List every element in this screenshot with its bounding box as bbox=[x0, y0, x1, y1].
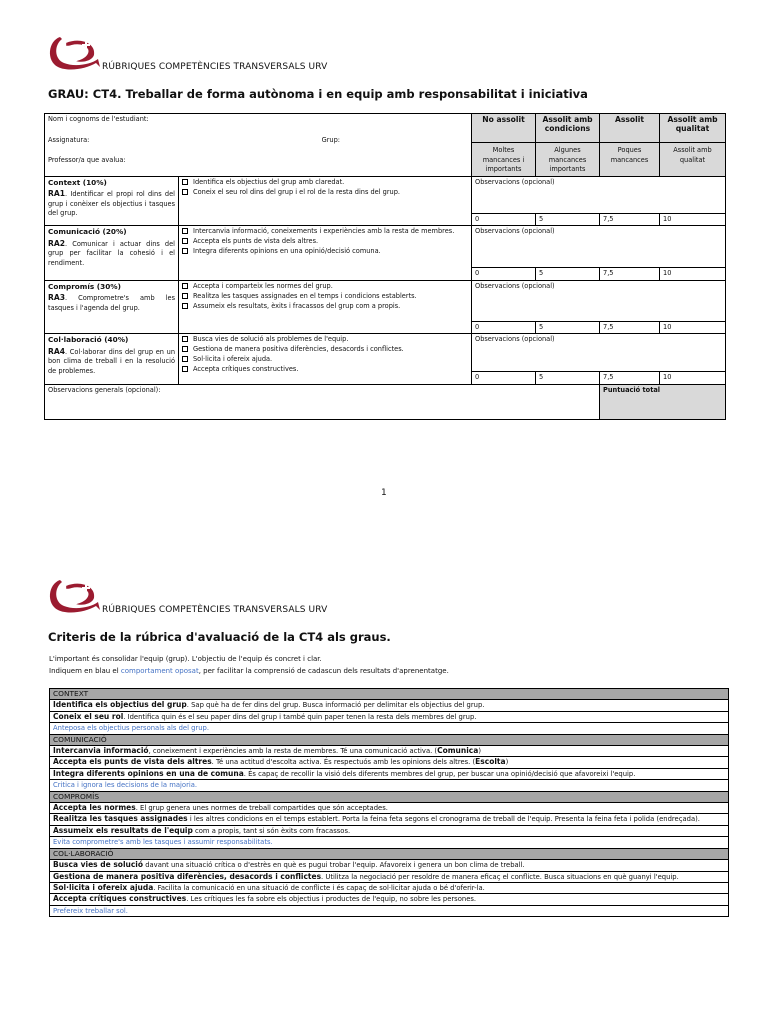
checkbox-icon[interactable] bbox=[182, 346, 188, 352]
competence-title: Context (10%) bbox=[48, 177, 107, 187]
level-header-assolit: Assolit bbox=[600, 114, 660, 143]
section-header-comunicacio: COMUNICACIÓ bbox=[50, 734, 729, 745]
checkbox-icon[interactable] bbox=[182, 366, 188, 372]
ra-id: RA3 bbox=[48, 293, 66, 303]
score-cell[interactable]: 7,5 bbox=[600, 213, 660, 226]
level-desc-no-assolit: Moltes mancances i importants bbox=[472, 143, 536, 177]
level-desc-assolit: Poques mancances bbox=[600, 143, 660, 177]
ra-text: . Col·laborar dins del grup en un bon clima de treball i en la resolució de problemes. bbox=[48, 347, 175, 375]
checkbox-icon[interactable] bbox=[182, 238, 188, 244]
level-header-no-assolit: No assolit bbox=[472, 114, 536, 143]
checkbox-icon[interactable] bbox=[182, 189, 188, 195]
score-cell[interactable]: 0 bbox=[472, 321, 536, 334]
score-cell[interactable]: 10 bbox=[660, 321, 726, 334]
competence-title: Col·laboració (40%) bbox=[48, 335, 129, 345]
intro-line-1: L'important és consolidar l'equip (grup). L'objectiu de l'equip és concret i clar. bbox=[49, 655, 322, 663]
criterion-row: Assumeix els resultats de l'equip com a propis, tant si són èxits com fracassos. bbox=[50, 825, 729, 836]
opposite-behaviour-row: Anteposa els objectius personals als del grup. bbox=[50, 723, 729, 734]
score-cell[interactable]: 0 bbox=[472, 372, 536, 385]
criterion-row: Accepta els punts de vista dels altres. Té una actitud d'escolta activa. És respectuós amb les opinions dels altres. (Escolta) bbox=[50, 757, 729, 768]
checkbox-icon[interactable] bbox=[182, 228, 188, 234]
criteria-table bbox=[49, 688, 729, 917]
urv-logo bbox=[46, 33, 102, 73]
indicator-item[interactable]: Assumeix els resultats, èxits i fracassos del grup com a propis. bbox=[182, 302, 468, 312]
page-number: 1 bbox=[381, 488, 387, 498]
score-cell[interactable]: 0 bbox=[472, 268, 536, 281]
observations-field[interactable]: Observacions (opcional) bbox=[472, 280, 726, 321]
indicator-item[interactable]: Accepta els punts de vista dels altres. bbox=[182, 237, 468, 247]
ra-id: RA2 bbox=[48, 238, 66, 248]
indicator-item[interactable]: Identifica els objectius del grup amb claredat. bbox=[182, 178, 468, 188]
total-score-cell[interactable]: Puntuació total bbox=[600, 384, 726, 419]
competence-title: Comunicació (20%) bbox=[48, 227, 127, 237]
competence-comunicacio bbox=[45, 226, 179, 281]
rubric-table bbox=[44, 113, 726, 420]
indicators-compromis bbox=[179, 280, 472, 334]
criterion-row: Intercanvia informació, coneixement i experiències amb la resta de membres. Té una comunicació activa. (Comunica) bbox=[50, 746, 729, 757]
criterion-row: Identifica els objectius del grup. Sap què ha de fer dins del grup. Busca informació per delimitar els objectius del grup. bbox=[50, 700, 729, 711]
indicators-col-laboracio bbox=[179, 334, 472, 385]
criteria-title: Criteris de la rúbrica d'avaluació de la CT4 als graus. bbox=[48, 630, 391, 644]
observations-field[interactable]: Observacions (opcional) bbox=[472, 226, 726, 268]
ra-id: RA1 bbox=[48, 189, 66, 199]
checkbox-icon[interactable] bbox=[182, 248, 188, 254]
indicator-item[interactable]: Coneix el seu rol dins del grup i el rol de la resta dins del grup. bbox=[182, 188, 468, 198]
level-desc-assolit-qualitat: Assolit amb qualitat bbox=[660, 143, 726, 177]
observations-field[interactable]: Observacions (opcional) bbox=[472, 176, 726, 213]
urv-logo bbox=[46, 576, 102, 616]
student-name-label: Nom i cognoms de l'estudiant: bbox=[48, 115, 149, 123]
ra-text: . Comunicar i actuar dins del grup per facilitar la cohesió i el rendiment. bbox=[48, 239, 175, 267]
score-cell[interactable]: 7,5 bbox=[600, 268, 660, 281]
section-header-context: CONTEXT bbox=[50, 689, 729, 700]
observations-field[interactable]: Observacions (opcional) bbox=[472, 334, 726, 372]
indicators-comunicacio bbox=[179, 226, 472, 281]
score-cell[interactable]: 7,5 bbox=[600, 372, 660, 385]
score-cell[interactable]: 0 bbox=[472, 213, 536, 226]
criterion-row: Integra diferents opinions en una de comuna. És capaç de recollir la visió dels diferents membres del grup, per buscar una opinió/decisió que afavoreixi l'equip. bbox=[50, 768, 729, 779]
criterion-row: Accepta les normes. El grup genera unes normes de treball compartides que són acceptades. bbox=[50, 803, 729, 814]
indicator-item[interactable]: Realitza les tasques assignades en el temps i condicions establerts. bbox=[182, 292, 468, 302]
checkbox-icon[interactable] bbox=[182, 303, 188, 309]
checkbox-icon[interactable] bbox=[182, 179, 188, 185]
indicators-context bbox=[179, 176, 472, 226]
intro-line-2: Indiquem en blau el comportament oposat, per facilitar la comprensió de cadascun dels resultats d'aprenentatge. bbox=[49, 667, 449, 675]
competence-compromis bbox=[45, 280, 179, 334]
score-cell[interactable]: 5 bbox=[536, 213, 600, 226]
subject-label: Assignatura: bbox=[48, 135, 90, 144]
opposite-behaviour-row: Critica i ignora les decisions de la majoria. bbox=[50, 780, 729, 791]
teacher-label: Professor/a que avalua: bbox=[48, 156, 126, 165]
student-info-cell[interactable] bbox=[45, 114, 472, 177]
score-cell[interactable]: 7,5 bbox=[600, 321, 660, 334]
indicator-item[interactable]: Accepta i comparteix les normes del grup. bbox=[182, 282, 468, 292]
rubric-title: GRAU: CT4. Treballar de forma autònoma i en equip amb responsabilitat i iniciativa bbox=[48, 87, 588, 101]
ra-text: . Comprometre's amb les tasques i l'agenda del grup. bbox=[48, 294, 175, 312]
score-cell[interactable]: 5 bbox=[536, 321, 600, 334]
opposite-behaviour-link: comportament oposat bbox=[120, 667, 199, 675]
level-header-assolit-qualitat: Assolit amb qualitat bbox=[660, 114, 726, 143]
competence-col-laboracio bbox=[45, 334, 179, 385]
checkbox-icon[interactable] bbox=[182, 336, 188, 342]
level-header-assolit-condicions: Assolit amb condicions bbox=[536, 114, 600, 143]
ra-text: . Identificar el propi rol dins del grup i conèixer els objectius i tasques del grup. bbox=[48, 190, 175, 218]
header-text: RÚBRIQUES COMPETÈNCIES TRANSVERSALS URV bbox=[102, 605, 328, 615]
opposite-behaviour-row: Prefereix treballar sol. bbox=[50, 905, 729, 916]
criterion-row: Gestiona de manera positiva diferències, desacords i conflictes. Utilitza la negociació per resoldre de manera eficaç el conflicte. Busca situacions en què guanyi l'equip. bbox=[50, 871, 729, 882]
criterion-row: Realitza les tasques assignades i les altres condicions en el temps establert. Porta la feina feta segons el cronograma de treball de l'equip. Presenta la feina feta i polida (endreçada). bbox=[50, 814, 729, 825]
score-cell[interactable]: 5 bbox=[536, 372, 600, 385]
group-label: Grup: bbox=[321, 135, 340, 144]
indicator-item[interactable]: Integra diferents opinions en una opinió/decisió comuna. bbox=[182, 247, 468, 257]
score-cell[interactable]: 10 bbox=[660, 372, 726, 385]
section-header-col-laboracio: COL·LABORACIÓ bbox=[50, 848, 729, 859]
section-header-compromis: COMPROMÍS bbox=[50, 791, 729, 802]
checkbox-icon[interactable] bbox=[182, 293, 188, 299]
criterion-row: Busca vies de solució davant una situació crítica o d'estrès en què es pugui trobar l'equip. Afavoreix i genera un bon clima de treball. bbox=[50, 860, 729, 871]
checkbox-icon[interactable] bbox=[182, 356, 188, 362]
checkbox-icon[interactable] bbox=[182, 283, 188, 289]
competence-context bbox=[45, 176, 179, 226]
general-observations-field[interactable]: Observacions generals (opcional): bbox=[45, 384, 600, 419]
score-cell[interactable]: 10 bbox=[660, 268, 726, 281]
competence-title: Compromís (30%) bbox=[48, 281, 121, 291]
ra-id: RA4 bbox=[48, 346, 66, 356]
level-desc-assolit-condicions: Algunes mancances importants bbox=[536, 143, 600, 177]
score-cell[interactable]: 10 bbox=[660, 213, 726, 226]
criterion-row: Accepta crítiques constructives. Les crítiques les fa sobre els objectius i productes de l'equip, no sobre les persones. bbox=[50, 894, 729, 905]
indicator-item[interactable]: Gestiona de manera positiva diferències, desacords i conflictes. bbox=[182, 345, 468, 355]
indicator-item[interactable]: Accepta crítiques constructives. bbox=[182, 365, 468, 375]
header-text: RÚBRIQUES COMPETÈNCIES TRANSVERSALS URV bbox=[102, 62, 328, 72]
opposite-behaviour-row: Evita comprometre's amb les tasques i assumir responsabilitats. bbox=[50, 837, 729, 848]
indicator-item[interactable]: Busca vies de solució als problemes de l'equip. bbox=[182, 335, 468, 345]
indicator-item[interactable]: Intercanvia informació, coneixements i experiències amb la resta de membres. bbox=[182, 227, 468, 237]
indicator-item[interactable]: Sol·licita i ofereix ajuda. bbox=[182, 355, 468, 365]
criterion-row: Coneix el seu rol. Identifica quin és el seu paper dins del grup i també quin paper tenen la resta dels membres del grup. bbox=[50, 711, 729, 722]
criterion-row: Sol·licita i ofereix ajuda. Facilita la comunicació en una situació de conflicte i és capaç de sol·licitar ajuda o bé d'oferir-la. bbox=[50, 882, 729, 893]
score-cell[interactable]: 5 bbox=[536, 268, 600, 281]
